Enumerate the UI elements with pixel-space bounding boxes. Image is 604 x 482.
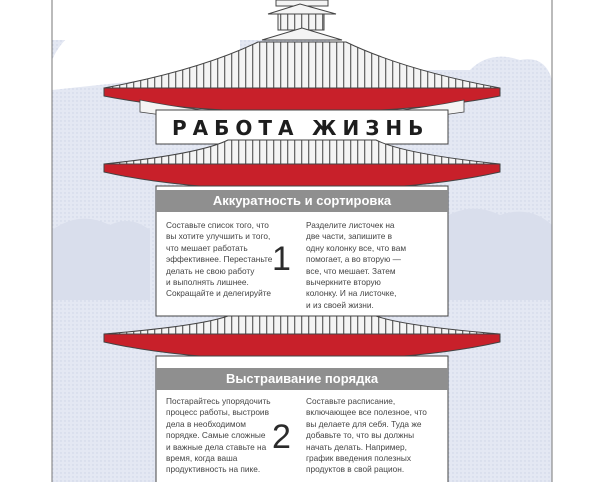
section-2-title: Выстраивание порядка xyxy=(225,371,379,386)
section-2-right-text: Составьте расписание, включающее все полезное, что вы делаете для себя. Туда же добавьте то, что вы должны начать делать. Например, график введения полезных продуктов в свой рацион. xyxy=(306,396,427,475)
sign-left-word: РАБОТА xyxy=(172,116,300,140)
section-2-number: 2 xyxy=(272,418,291,456)
section-1-title: Аккуратность и сортировка xyxy=(212,193,392,208)
section-1-number: 1 xyxy=(272,240,291,278)
section-2-left-text: Постарайтесь упорядочить процесс работы, выстроив дела в необходимом порядке. Самые сложные и важные дела ставьте на время, когда ваша продуктивность на пике. xyxy=(166,396,271,475)
section-1-left-text: Составьте список того, что вы хотите улучшить и того, что мешает работать эффективнее. Перестаньте делать не свою работу и выполнять лишнее. Сокращайте и делегируйте xyxy=(166,220,273,299)
section-1-right-text: Разделите листочек на две части, запишите в одну колонку все, что вам помогает, а во вторую — все, что мешает. Затем вычеркните вторую колонку. И на листочке, и из своей жизни. xyxy=(306,220,407,310)
sign-right-word: ЖИЗНЬ xyxy=(312,116,430,140)
